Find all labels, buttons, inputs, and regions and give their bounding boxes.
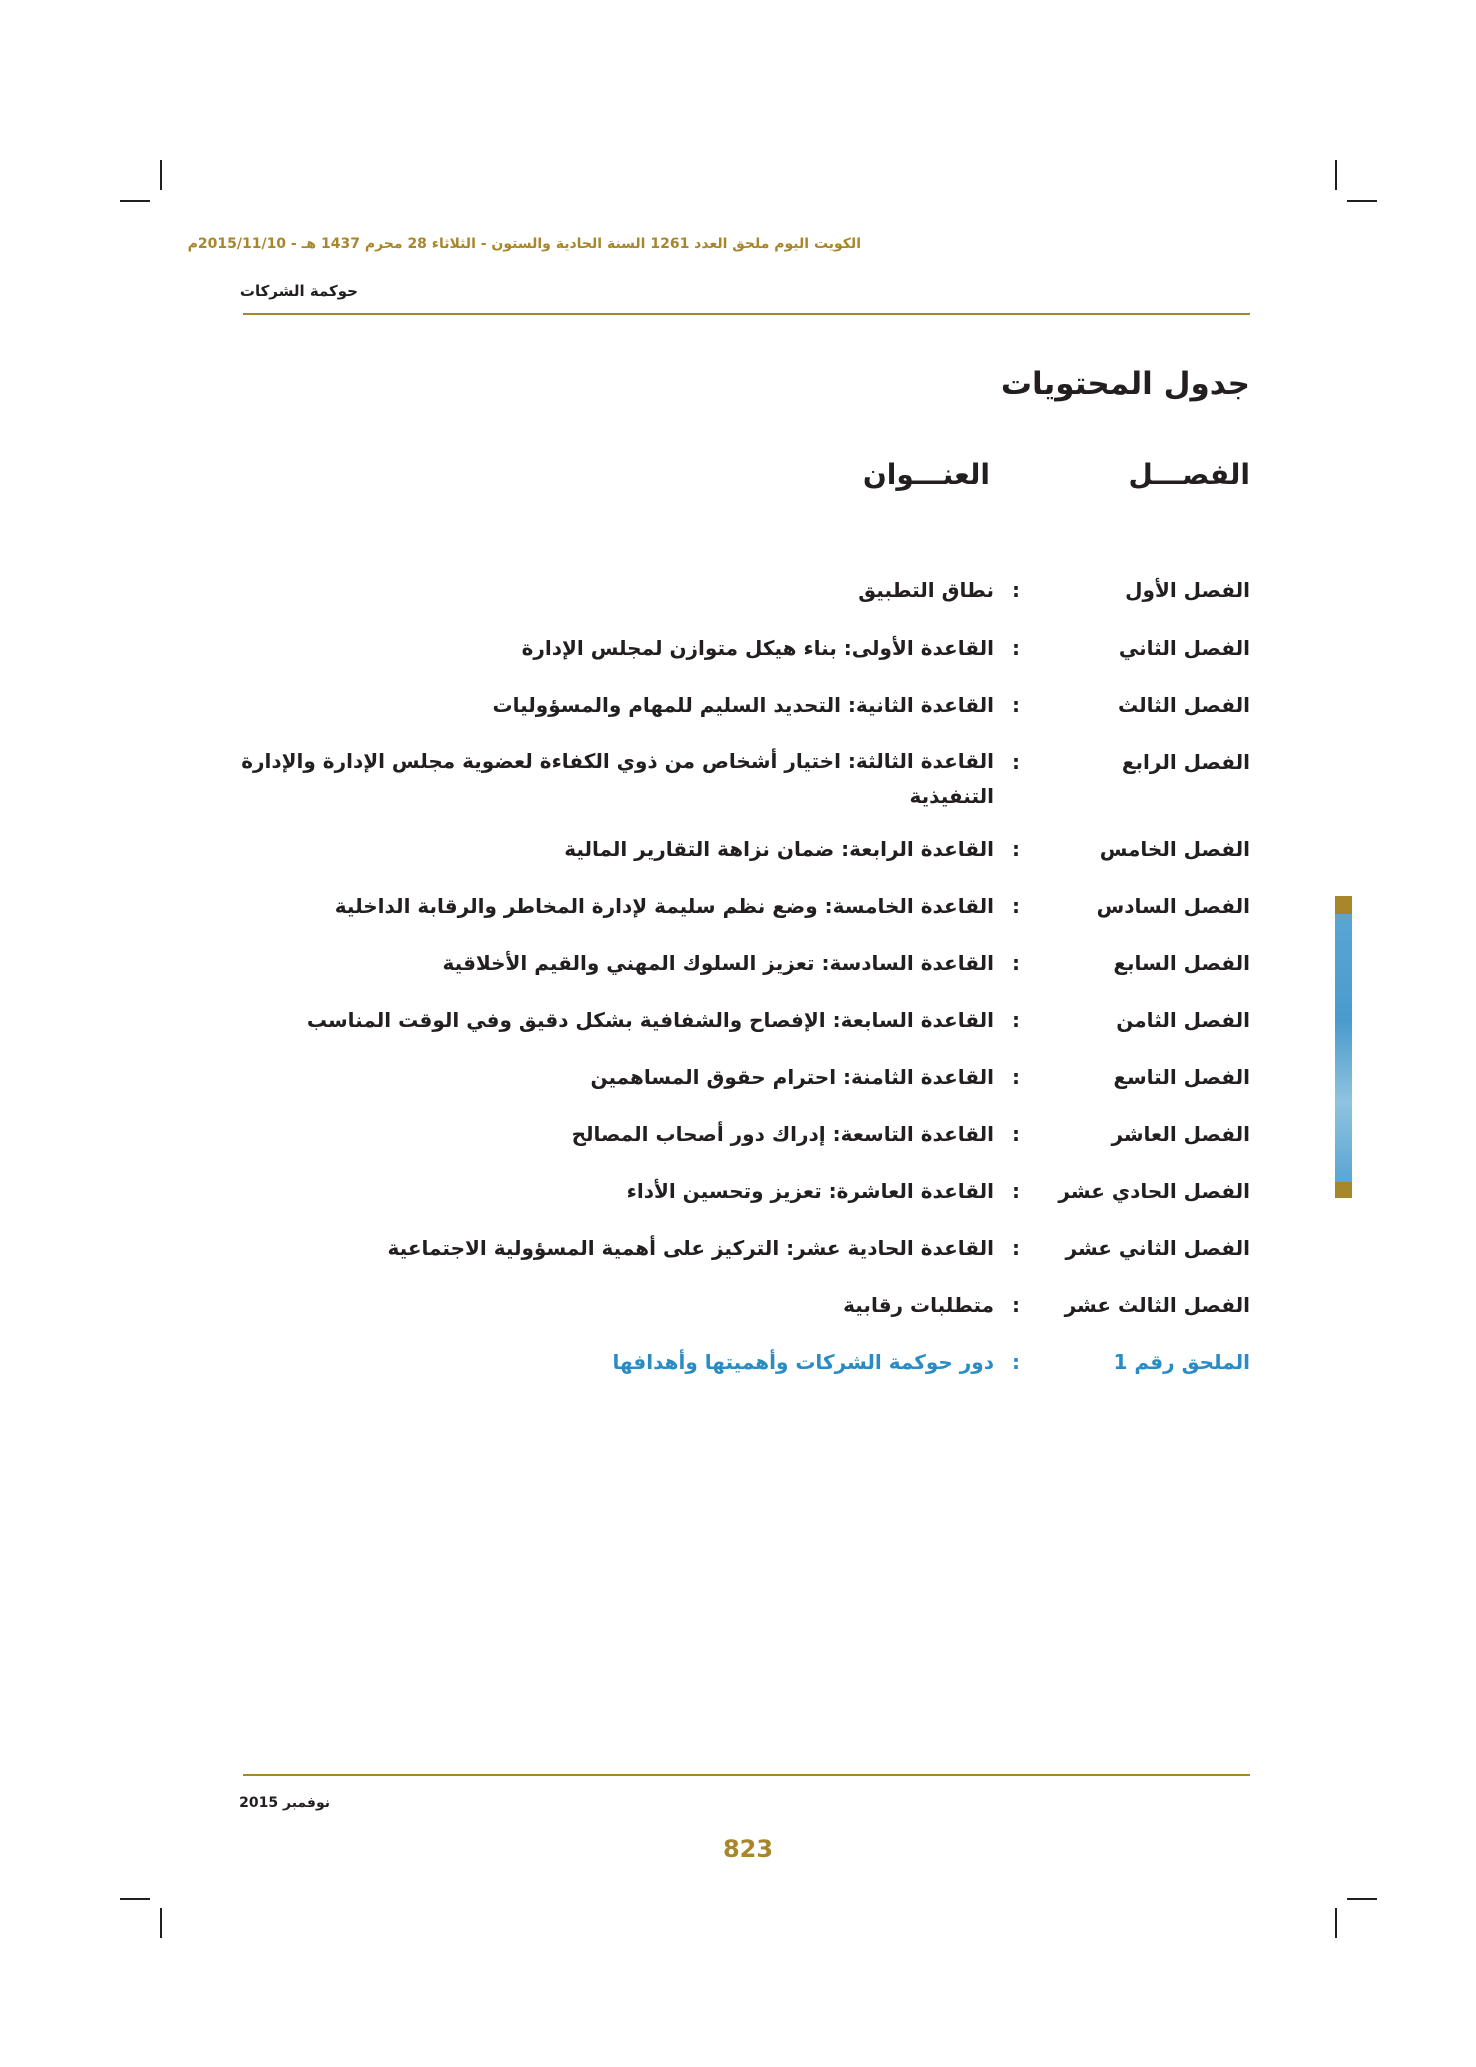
toc-chapter: الفصل الثاني عشر	[1065, 1236, 1250, 1260]
running-header: الكويت اليوم ملحق العدد 1261 السنة الحادية والستون - الثلاثاء 28 محرم 1437 هـ - 2015/11/10م	[187, 236, 861, 252]
toc-separator: :	[1012, 1236, 1020, 1260]
toc-title-text: القاعدة العاشرة: تعزيز وتحسين الأداء	[626, 1179, 994, 1203]
toc-separator: :	[1012, 1179, 1020, 1203]
toc-chapter: الفصل الأول	[1125, 578, 1250, 602]
toc-chapter: الفصل السابع	[1113, 951, 1250, 975]
crop-mark	[1335, 1908, 1337, 1938]
footer-rule	[243, 1774, 1250, 1776]
toc-chapter: الملحق رقم 1	[1113, 1350, 1250, 1374]
toc-separator: :	[1012, 1293, 1020, 1317]
toc-chapter: الفصل السادس	[1096, 894, 1250, 918]
toc-title-text: القاعدة الحادية عشر: التركيز على أهمية المسؤولية الاجتماعية	[387, 1236, 994, 1260]
toc-separator: :	[1012, 1350, 1020, 1374]
toc-chapter: الفصل الرابع	[1121, 750, 1250, 774]
toc-chapter: الفصل الخامس	[1099, 837, 1250, 861]
toc-separator: :	[1012, 894, 1020, 918]
page-number: 823	[722, 1835, 774, 1863]
crop-mark	[160, 1908, 162, 1938]
toc-chapter: الفصل الثاني	[1118, 636, 1250, 660]
toc-separator: :	[1012, 837, 1020, 861]
toc-title-text: دور حوكمة الشركات وأهميتها وأهدافها	[612, 1350, 994, 1374]
footer-date: نوفمبر 2015	[239, 1795, 330, 1811]
toc-title-text: القاعدة الثامنة: احترام حقوق المساهمين	[590, 1065, 994, 1089]
side-tab-blue	[1335, 914, 1352, 1182]
toc-title: جدول المحتويات	[1000, 366, 1250, 402]
toc-title-text: القاعدة الخامسة: وضع نظم سليمة لإدارة المخاطر والرقابة الداخلية	[334, 894, 994, 918]
toc-title-text: القاعدة السادسة: تعزيز السلوك المهني والقيم الأخلاقية	[442, 951, 994, 975]
toc-chapter: الفصل الثالث	[1117, 693, 1250, 717]
header-rule	[243, 313, 1250, 315]
toc-title-text: القاعدة الرابعة: ضمان نزاهة التقارير المالية	[564, 837, 994, 861]
toc-title-text: متطلبات رقابية	[843, 1293, 994, 1317]
toc-separator: :	[1012, 1122, 1020, 1146]
toc-title-text: القاعدة التاسعة: إدراك دور أصحاب المصالح	[571, 1122, 994, 1146]
toc-separator: :	[1012, 750, 1020, 774]
toc-separator: :	[1012, 951, 1020, 975]
crop-mark	[1335, 160, 1337, 190]
toc-separator: :	[1012, 1008, 1020, 1032]
side-thumb-tab	[1335, 896, 1352, 1198]
crop-mark	[120, 1898, 150, 1900]
toc-chapter: الفصل الثامن	[1116, 1008, 1250, 1032]
toc-title-text: القاعدة الثانية: التحديد السليم للمهام والمسؤوليات	[492, 693, 994, 717]
crop-mark	[160, 160, 162, 190]
toc-chapter: الفصل الحادي عشر	[1058, 1179, 1250, 1203]
crop-mark	[120, 200, 150, 202]
toc-title-text: القاعدة الثالثة: اختيار أشخاص من ذوي الكفاءة لعضوية مجلس الإدارة والإدارة التنفيذية	[241, 749, 994, 808]
crop-mark	[1347, 1898, 1377, 1900]
crop-mark	[1347, 200, 1377, 202]
toc-separator: :	[1012, 578, 1020, 602]
toc-separator: :	[1012, 693, 1020, 717]
toc-title-text: القاعدة السابعة: الإفصاح والشفافية بشكل دقيق وفي الوقت المناسب	[306, 1008, 994, 1032]
side-tab-gold-bottom	[1335, 1182, 1352, 1198]
toc-title-text: نطاق التطبيق	[858, 578, 994, 602]
toc-chapter: الفصل التاسع	[1113, 1065, 1250, 1089]
side-tab-gold-top	[1335, 896, 1352, 914]
toc-chapter: الفصل العاشر	[1111, 1122, 1250, 1146]
column-header-chapter: الفصـــل	[1128, 458, 1250, 491]
toc-chapter: الفصل الثالث عشر	[1064, 1293, 1250, 1317]
column-header-title: العنـــوان	[862, 458, 990, 491]
toc-separator: :	[1012, 1065, 1020, 1089]
toc-separator: :	[1012, 636, 1020, 660]
toc-title-text: القاعدة الأولى: بناء هيكل متوازن لمجلس الإدارة	[521, 636, 994, 660]
section-title: حوكمة الشركات	[239, 282, 358, 300]
